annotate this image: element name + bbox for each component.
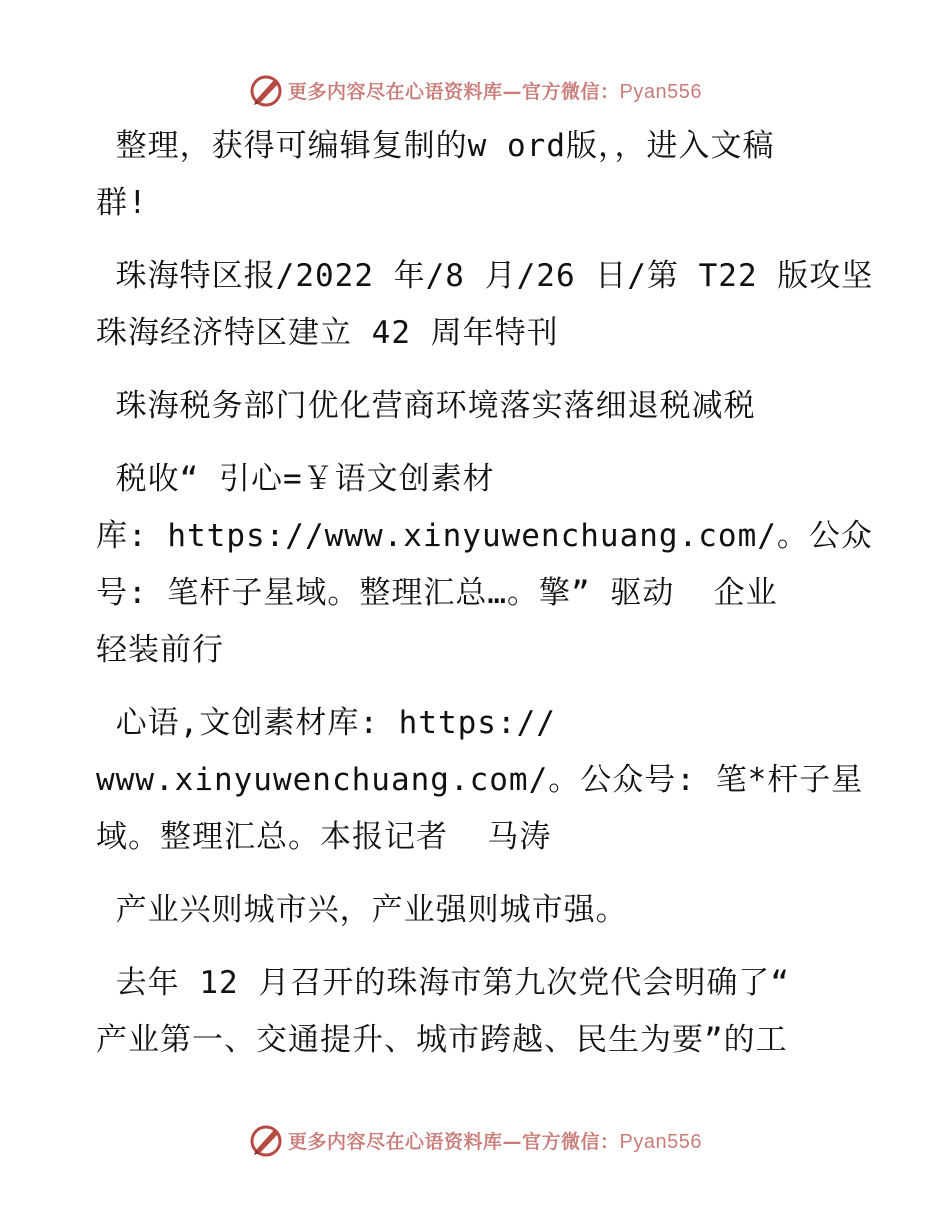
pen-logo-icon (248, 1122, 284, 1158)
text-line: www.xinyuwenchuang.com/。公众号: 笔*杆子星 (96, 762, 864, 798)
paragraph-2 (96, 248, 874, 362)
footer-watermark (0, 1118, 950, 1162)
text-line: 整理，获得可编辑复制的w ord版，，进入文稿 (96, 128, 775, 164)
text-line: 产业兴则城市兴，产业强则城市强。 (96, 892, 628, 928)
watermark-label: 更多内容尽在心语资料库—官方微信： (288, 1130, 620, 1153)
text-line: 库: https://www.xinyuwenchuang.com/。公众 (96, 518, 873, 554)
paragraph-5 (96, 695, 864, 866)
text-line: 去年 12 月召开的珠海市第九次党代会明确了“ (96, 965, 790, 1001)
watermark-wechat-id: Pyan556 (619, 80, 702, 103)
paragraph-7 (96, 955, 856, 1069)
paragraph-1 (96, 118, 856, 232)
text-line: 群! (96, 185, 148, 221)
watermark-text (288, 77, 702, 104)
text-line: 轻装前行 (96, 632, 224, 668)
paragraph-3 (96, 378, 856, 435)
text-line: 珠海经济特区建立 42 周年特刊 (96, 315, 559, 351)
pen-logo-icon (248, 72, 284, 108)
header-watermark (0, 68, 950, 112)
text-line: 珠海税务部门优化营商环境落实落细退税减税 (96, 388, 756, 424)
watermark-label: 更多内容尽在心语资料库—官方微信： (288, 80, 620, 103)
paragraph-4 (96, 451, 873, 679)
watermark-wechat-id: Pyan556 (619, 1130, 702, 1153)
text-line: 珠海特区报/2022 年/8 月/26 日/第 T22 版攻坚 (96, 258, 874, 294)
text-line: 税收“ 引心=￥语文创素材 (96, 461, 495, 497)
document-body (96, 118, 874, 1069)
paragraph-6 (96, 882, 856, 939)
text-line: 产业第一、交通提升、城市跨越、民生为要”的工 (96, 1022, 788, 1058)
text-line: 心语,文创素材库: https:// (96, 705, 556, 741)
text-line: 号: 笔杆子星域。整理汇总…。擎” 驱动 企业 (96, 575, 778, 611)
text-line: 域。整理汇总。本报记者 马涛 (96, 819, 552, 855)
watermark-text (288, 1127, 702, 1154)
